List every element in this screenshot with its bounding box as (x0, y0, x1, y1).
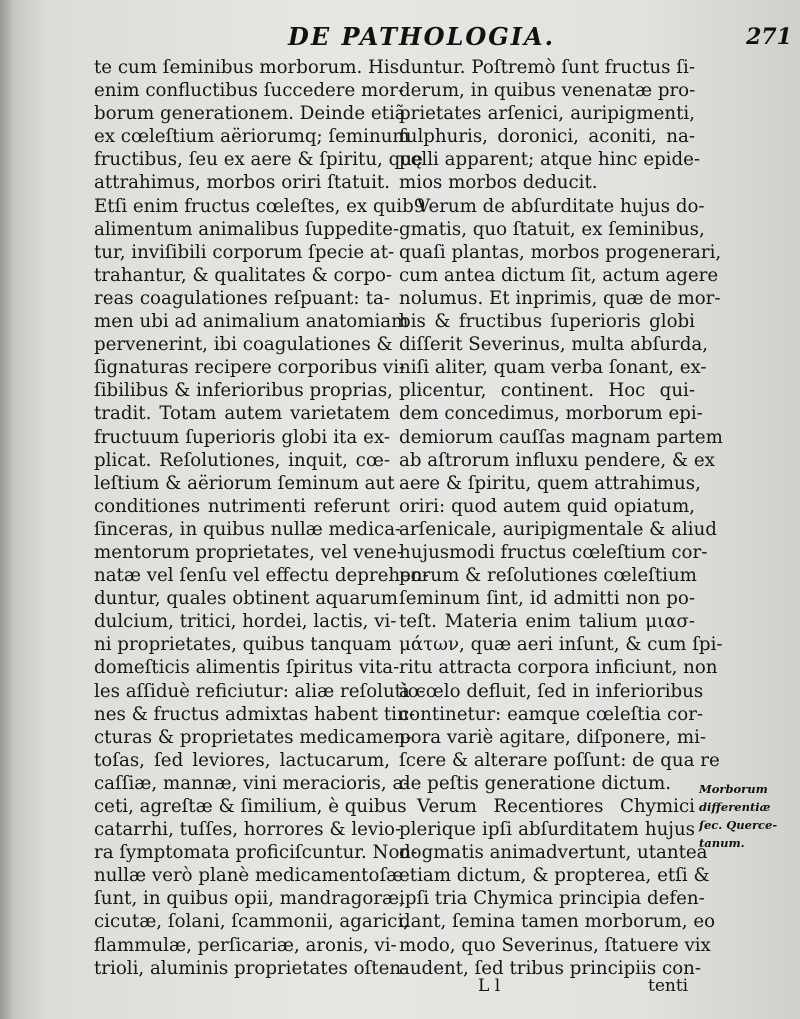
text-line: ſunt, in quibus opii, mandragoræ, (94, 888, 405, 910)
text-line: domeſticis alimentis ſpiritus vita- (94, 657, 400, 679)
text-line: ra ſymptomata proficiſcuntur. Non- (94, 842, 418, 864)
text-line: alimentum animalibus ſuppedite- (94, 218, 399, 240)
text-line: cturas & proprietates medicamen- (94, 726, 412, 748)
text-line: audent, ſed tribus principiis con- (399, 957, 702, 979)
text-line: duntur, quales obtinent aquarum (94, 588, 398, 610)
text-line: aere & ſpiritu, quem attrahimus, (399, 472, 701, 494)
text-line: pora variè agitare, diſponere, mi- (399, 726, 707, 748)
text-line: attrahimus, morbos oriri ſtatuit. (94, 172, 390, 194)
text-line: nullæ verò planè medicamentoſæ (94, 865, 404, 887)
text-line: nes & fructus admixtas habent tin- (94, 703, 415, 725)
text-line: niſi aliter, quam verba ſonant, ex- (399, 357, 707, 379)
text-line: gmatis, quo ſtatuit, ex ſeminibus, (399, 218, 705, 240)
signature-mark: L l (478, 976, 501, 996)
text-line: les aſſiduè reficiutur: aliæ reſolutio- (94, 680, 425, 702)
text-line: ipſi tria Chymica principia defen- (399, 888, 705, 910)
text-line: Verum de abſurditate hujus do- (417, 195, 705, 217)
text-line: modo, quo Severinus, ſtatuere vix (399, 934, 711, 956)
text-line: trahantur, & qualitates & corpo- (94, 264, 393, 286)
marginal-note-line: ſec. Querce- (699, 818, 778, 832)
text-line: mentorum proprietates, vel vene- (94, 541, 404, 563)
text-line: ab aſtrorum influxu pendere, & ex (399, 449, 715, 471)
text-line: fructibus, ſeu ex aere & ſpiritu, quę (94, 149, 423, 171)
text-line: Etſi enim fructus cœleſtes, ex quib9 (94, 195, 426, 217)
text-line: ritu attracta corpora inficiunt, non (399, 657, 718, 679)
text-line: cicutæ, ſolani, ſcammonii, agarici, (94, 911, 410, 933)
text-line: pervenerint, ibi coagulationes & (94, 334, 393, 356)
text-line: ſinceras, in quibus nullæ medica- (94, 518, 402, 540)
text-line: ſeminum ſint, id admitti non po- (399, 588, 695, 610)
text-line: hujusmodi fructus cœleſtium cor- (399, 541, 708, 563)
text-line: pelli apparent; atque hinc epide- (399, 149, 701, 171)
text-line: flammulæ, perſicariæ, aronis, vi- (94, 934, 397, 956)
page-gutter-shadow (0, 0, 14, 1019)
text-line: conditiones nutrimenti referunt (94, 495, 390, 517)
text-line: dant, ſemina tamen morborum, eo (399, 911, 716, 933)
marginal-note-line: differentiæ (699, 800, 771, 814)
text-line: reas coagulationes reſpuant: ta- (94, 287, 390, 309)
text-line: plicentur, continent. Hoc qui- (399, 380, 695, 402)
text-line: leſtium & aëriorum ſeminum aut (94, 472, 395, 494)
text-line: duntur. Poſtremò ſunt fructus ſi- (399, 57, 695, 78)
text-line: borum generationem. Deinde etiã (94, 103, 406, 125)
text-line: caſſiæ, mannæ, vini meracioris, a- (94, 772, 410, 794)
text-line: μάτων, quæ aeri inſunt, & cum ſpi- (399, 634, 723, 656)
text-line: enim confluctibus ſuccedere mor- (94, 80, 405, 102)
left-text-column (94, 56, 429, 980)
text-line: te cum ſeminibus morborum. His (94, 57, 400, 78)
text-line: arſenicale, auripigmentale & aliud (399, 518, 717, 540)
text-line: à cœlo defluit, ſed in inferioribus (399, 680, 704, 702)
text-line: teſt. Materia enim talium μιασ- (399, 611, 695, 633)
text-line: trioli, aluminis proprietates oſten- (94, 957, 408, 979)
text-line: dulcium, tritici, hordei, lactis, vi- (94, 611, 397, 633)
text-line: plicat. Reſolutiones, inquit, cœ- (94, 449, 390, 471)
text-line: ſibilibus & inferioribus proprias, (94, 380, 393, 402)
text-line: demiorum cauſſas magnam partem (399, 426, 723, 448)
text-line: natæ vel ſenſu vel effectu deprehen- (94, 565, 429, 587)
page-footer (0, 976, 800, 1006)
text-line: dem concedimus, morborum epi- (399, 403, 703, 425)
text-line: fructuum ſuperioris globi ita ex- (94, 426, 390, 448)
text-line: porum & reſolutiones cœleſtium (399, 565, 697, 587)
text-line: derum, in quibus venenatæ pro- (399, 80, 696, 102)
text-line: etiam dictum, & propterea, etſi & (399, 865, 710, 887)
text-line: continetur: eamque cœleſtia cor- (399, 703, 704, 725)
marginal-note (699, 780, 799, 852)
text-line: de peſtis generatione dictum. (399, 772, 672, 794)
text-line: cum antea dictum ſit, actum agere (399, 264, 719, 286)
text-line: Verum Recentiores Chymici (417, 796, 695, 817)
marginal-note-line: tanum. (699, 836, 745, 850)
text-line: men ubi ad animalium anatomiam (94, 311, 409, 333)
text-line: quaſi plantas, morbos progenerari, (399, 241, 722, 263)
text-line: diſſerit Severinus, multa abſurda, (399, 334, 708, 356)
text-line: ceti, agreſtæ & ſimilium, è quibus (94, 796, 407, 817)
text-line: prietates arſenici, auripigmenti, (399, 103, 695, 125)
text-line: dogmatis animadvertunt, utantea (399, 842, 708, 864)
text-line: oriri: quod autem quid opiatum, (399, 495, 695, 517)
text-line: ſignaturas recipere corporibus vi- (94, 357, 406, 379)
text-line: toſas, ſed leviores, lactucarum, (94, 749, 390, 771)
page-header (0, 18, 800, 54)
text-line: tur, inviſibili corporum ſpecie at- (94, 241, 395, 263)
text-line: ſcere & alterare poſſunt: de qua re (399, 749, 720, 771)
running-title: DE PATHOLOGIA. (288, 22, 555, 51)
marginal-note-line: Morborum (699, 782, 768, 796)
catchword: tenti (648, 976, 689, 996)
text-line: ſulphuris, doronici, aconiti, na- (399, 126, 695, 148)
text-line: bis & fructibus ſuperioris globi (399, 311, 695, 333)
page-number: 271 (746, 24, 792, 50)
text-line: ni proprietates, quibus tanquam (94, 634, 392, 656)
text-line: catarrhi, tuſſes, horrores & levio- (94, 819, 402, 841)
text-line: nolumus. Et inprimis, quæ de mor- (399, 287, 721, 309)
text-line: plerique ipſi abſurditatem hujus (399, 819, 695, 841)
text-line: mios morbos deducit. (399, 172, 598, 194)
text-line: ex cœleſtium aëriorumq; ſeminum (94, 126, 410, 148)
text-line: tradit. Totam autem varietatem (94, 403, 390, 425)
